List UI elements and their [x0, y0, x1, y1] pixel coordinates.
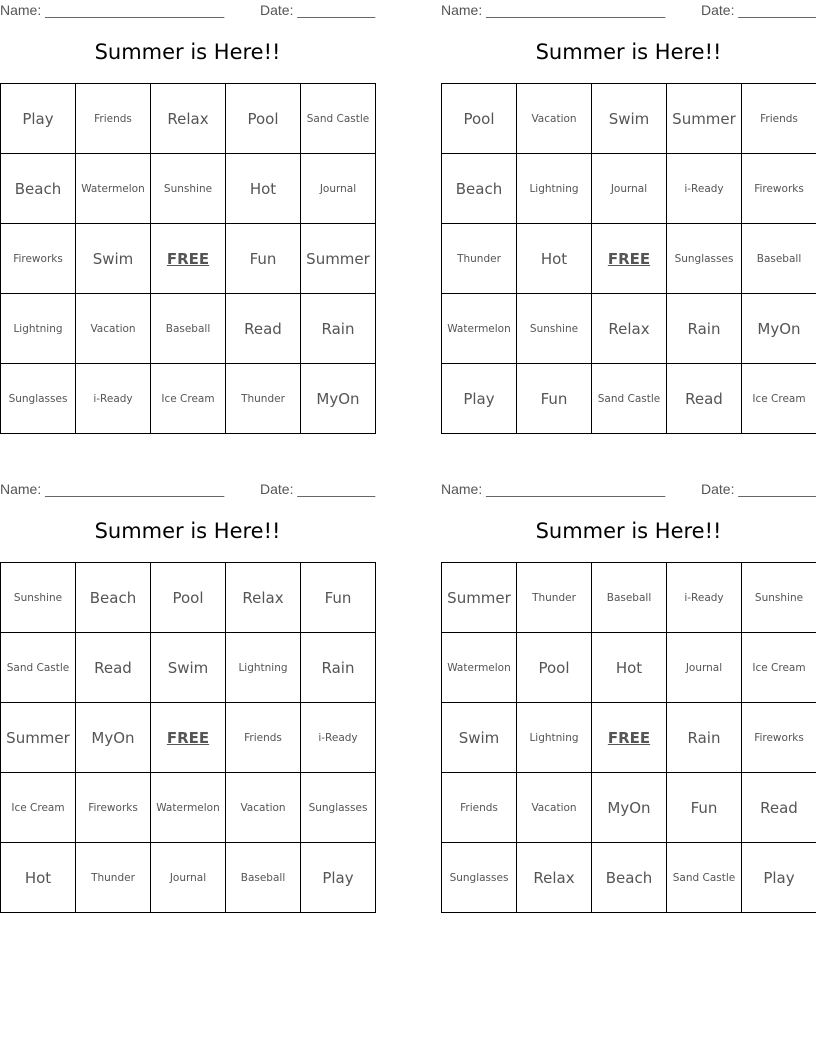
name-field: Name: _______________________: [441, 2, 666, 18]
bingo-cell: Hot: [592, 633, 667, 703]
bingo-cell: Sunglasses: [442, 843, 517, 913]
bingo-cell: Hot: [226, 154, 301, 224]
bingo-cell: MyOn: [592, 773, 667, 843]
grid-row: [442, 154, 816, 224]
bingo-cell: Sand Castle: [1, 633, 76, 703]
bingo-cell: Sand Castle: [592, 364, 667, 434]
bingo-cell: Hot: [1, 843, 76, 913]
grid-row: [1, 703, 376, 773]
bingo-cell: Watermelon: [442, 294, 517, 364]
bingo-cell: Fun: [301, 563, 376, 633]
bingo-cell: Fireworks: [76, 773, 151, 843]
bingo-cell: Beach: [1, 154, 76, 224]
bingo-cell: i-Ready: [667, 154, 742, 224]
grid-row: [442, 843, 816, 913]
grid-row: [442, 563, 816, 633]
bingo-cell: MyOn: [742, 294, 816, 364]
date-field: Date: __________: [701, 2, 816, 18]
bingo-cell: Baseball: [226, 843, 301, 913]
bingo-cell: Read: [226, 294, 301, 364]
name-field: Name: _______________________: [0, 481, 225, 497]
bingo-cell: Sunglasses: [667, 224, 742, 294]
bingo-cell: Rain: [667, 703, 742, 773]
bingo-cell: Thunder: [226, 364, 301, 434]
bingo-cell: Vacation: [517, 773, 592, 843]
bingo-cell: Fireworks: [742, 703, 816, 773]
grid-row: [442, 633, 816, 703]
grid-row: [1, 843, 376, 913]
bingo-cell: Lightning: [1, 294, 76, 364]
bingo-cell: Vacation: [517, 84, 592, 154]
bingo-cell: Vacation: [226, 773, 301, 843]
grid-row: [442, 224, 816, 294]
bingo-cell: Lightning: [517, 703, 592, 773]
bingo-cell: Play: [742, 843, 816, 913]
card-title: Summer is Here!!: [94, 519, 281, 543]
bingo-cell: Pool: [151, 563, 226, 633]
bingo-cell: Pool: [226, 84, 301, 154]
bingo-cell: Relax: [151, 84, 226, 154]
free-space: FREE: [592, 224, 667, 294]
bingo-cell: Play: [442, 364, 517, 434]
bingo-cell: Friends: [76, 84, 151, 154]
bingo-cell: Sunshine: [742, 563, 816, 633]
date-field: Date: __________: [260, 481, 376, 497]
free-space: FREE: [592, 703, 667, 773]
bingo-grid: [0, 562, 376, 913]
bingo-cell: i-Ready: [667, 563, 742, 633]
bingo-cell: MyOn: [76, 703, 151, 773]
bingo-cell: Read: [76, 633, 151, 703]
bingo-cell: Baseball: [151, 294, 226, 364]
bingo-cell: Beach: [76, 563, 151, 633]
grid-row: [442, 703, 816, 773]
free-space: FREE: [151, 703, 226, 773]
bingo-cell: Lightning: [517, 154, 592, 224]
bingo-grid: [0, 83, 376, 434]
bingo-cell: Rain: [301, 294, 376, 364]
bingo-cell: Sunshine: [151, 154, 226, 224]
bingo-cell: Rain: [301, 633, 376, 703]
bingo-card-4: [441, 479, 816, 914]
bingo-cell: Sunglasses: [1, 364, 76, 434]
bingo-cell: Friends: [442, 773, 517, 843]
bingo-cell: Fun: [226, 224, 301, 294]
bingo-grid: [441, 83, 816, 434]
name-field: Name: _______________________: [0, 2, 225, 18]
bingo-card-3: [0, 479, 375, 914]
bingo-cell: Rain: [667, 294, 742, 364]
bingo-cell: Sand Castle: [301, 84, 376, 154]
bingo-cell: Fun: [667, 773, 742, 843]
bingo-cell: Thunder: [442, 224, 517, 294]
bingo-cell: Play: [1, 84, 76, 154]
bingo-cell: Hot: [517, 224, 592, 294]
bingo-cell: Swim: [442, 703, 517, 773]
bingo-cell: Relax: [592, 294, 667, 364]
grid-row: [1, 84, 376, 154]
bingo-cell: Swim: [151, 633, 226, 703]
free-space: FREE: [151, 224, 226, 294]
bingo-cell: Journal: [592, 154, 667, 224]
bingo-cell: Watermelon: [151, 773, 226, 843]
bingo-cell: Ice Cream: [742, 633, 816, 703]
grid-row: [442, 84, 816, 154]
bingo-cell: Pool: [517, 633, 592, 703]
bingo-cell: Lightning: [226, 633, 301, 703]
grid-row: [442, 364, 816, 434]
name-field: Name: _______________________: [441, 481, 666, 497]
card-title: Summer is Here!!: [535, 519, 722, 543]
bingo-cell: i-Ready: [301, 703, 376, 773]
grid-row: [1, 364, 376, 434]
bingo-cell: Read: [667, 364, 742, 434]
date-field: Date: __________: [260, 2, 376, 18]
card-title: Summer is Here!!: [535, 40, 722, 64]
bingo-cell: Thunder: [517, 563, 592, 633]
bingo-cell: Sunglasses: [301, 773, 376, 843]
bingo-cell: Read: [742, 773, 816, 843]
grid-row: [1, 154, 376, 224]
bingo-cell: Beach: [592, 843, 667, 913]
grid-row: [1, 294, 376, 364]
bingo-card-2: [441, 0, 816, 435]
bingo-cell: Summer: [442, 563, 517, 633]
bingo-card-1: [0, 0, 375, 435]
bingo-cell: Swim: [76, 224, 151, 294]
bingo-cell: Sunshine: [1, 563, 76, 633]
grid-row: [442, 773, 816, 843]
bingo-cell: Thunder: [76, 843, 151, 913]
bingo-cell: Friends: [226, 703, 301, 773]
bingo-cell: Ice Cream: [742, 364, 816, 434]
bingo-cell: Summer: [667, 84, 742, 154]
card-title: Summer is Here!!: [94, 40, 281, 64]
grid-row: [1, 563, 376, 633]
bingo-cell: Summer: [301, 224, 376, 294]
bingo-cell: Watermelon: [442, 633, 517, 703]
bingo-cell: Relax: [517, 843, 592, 913]
bingo-cell: Sunshine: [517, 294, 592, 364]
bingo-cell: Sand Castle: [667, 843, 742, 913]
bingo-cell: Friends: [742, 84, 816, 154]
bingo-cell: Journal: [667, 633, 742, 703]
bingo-cell: Play: [301, 843, 376, 913]
bingo-cell: Fireworks: [742, 154, 816, 224]
bingo-cell: Pool: [442, 84, 517, 154]
bingo-cell: Fun: [517, 364, 592, 434]
bingo-cell: MyOn: [301, 364, 376, 434]
grid-row: [1, 773, 376, 843]
bingo-cell: Fireworks: [1, 224, 76, 294]
date-field: Date: __________: [701, 481, 816, 497]
bingo-grid: [441, 562, 816, 913]
grid-row: [1, 224, 376, 294]
grid-row: [1, 633, 376, 703]
bingo-cell: Ice Cream: [1, 773, 76, 843]
bingo-cell: Ice Cream: [151, 364, 226, 434]
bingo-cell: i-Ready: [76, 364, 151, 434]
bingo-cell: Swim: [592, 84, 667, 154]
bingo-cell: Beach: [442, 154, 517, 224]
bingo-cell: Baseball: [742, 224, 816, 294]
bingo-cell: Vacation: [76, 294, 151, 364]
bingo-cell: Watermelon: [76, 154, 151, 224]
grid-row: [442, 294, 816, 364]
bingo-cell: Baseball: [592, 563, 667, 633]
bingo-cell: Journal: [151, 843, 226, 913]
bingo-cell: Summer: [1, 703, 76, 773]
bingo-cell: Journal: [301, 154, 376, 224]
bingo-cell: Relax: [226, 563, 301, 633]
